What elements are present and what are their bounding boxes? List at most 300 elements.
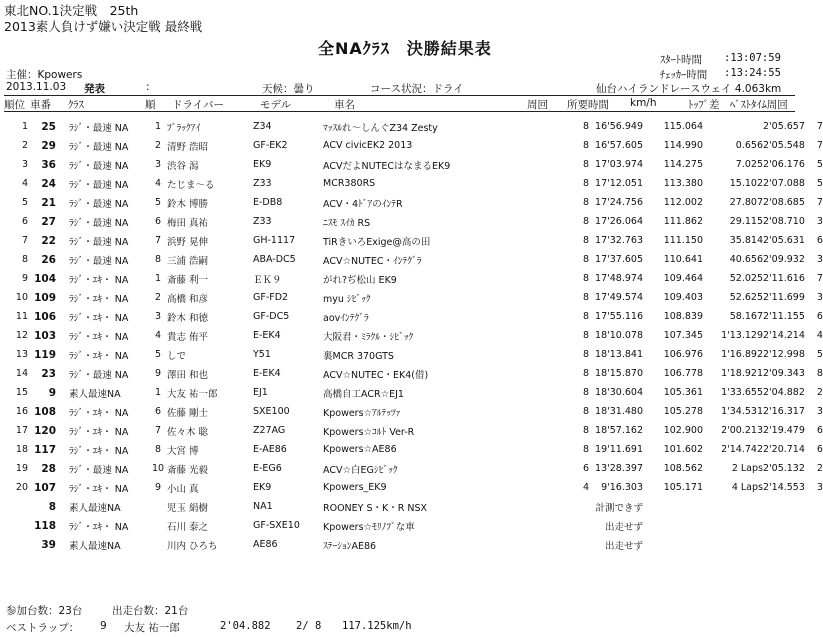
model-cell: EK9 bbox=[253, 159, 272, 170]
car-name-cell: ｽﾃｰｼｮﾝAE86 bbox=[323, 540, 377, 552]
car-name-cell: ﾏｯｽﾙれ～しんぐZ34 Zesty bbox=[323, 122, 438, 134]
order-cell bbox=[149, 497, 167, 516]
driver-cell: 清野 浩昭 bbox=[167, 141, 209, 153]
driver-cell: 鈴木 和徳 bbox=[167, 312, 209, 324]
speed-cell: 115.064 bbox=[663, 121, 703, 132]
spacer bbox=[56, 516, 69, 535]
start-time-label: ｽﾀｰﾄ時間 bbox=[660, 54, 702, 66]
spacer bbox=[511, 497, 525, 516]
spacer bbox=[511, 136, 525, 155]
car-no-cell: 25 bbox=[41, 120, 56, 133]
table-row bbox=[4, 269, 795, 288]
col-car-no: 車番 bbox=[30, 99, 51, 111]
order-cell: 3 bbox=[154, 159, 162, 170]
best-time-cell: 2'09.932 3 bbox=[763, 254, 823, 265]
speed-cell: 111.150 bbox=[663, 235, 703, 246]
organizer: 主催：Kpowers bbox=[6, 69, 83, 81]
col-order: 順 bbox=[145, 99, 156, 111]
car-name-cell: ACV・4ﾄﾞｱのｲﾝﾃR bbox=[323, 198, 403, 210]
best-lap-number: 5 bbox=[816, 159, 823, 170]
spacer bbox=[56, 250, 69, 269]
spacer bbox=[56, 174, 69, 193]
best-lap-number: 5 bbox=[816, 178, 823, 189]
spacer bbox=[56, 307, 69, 326]
car-no-cell: 118 bbox=[34, 519, 56, 532]
class-cell: ﾗｼﾞ・最速 NA bbox=[69, 122, 129, 134]
rank-cell: 17 bbox=[15, 425, 28, 436]
best-time-cell: 2'07.088 5 bbox=[763, 178, 823, 189]
col-laps: 周回 bbox=[527, 99, 548, 111]
speed-cell bbox=[643, 497, 703, 516]
driver-cell: 貴志 侑平 bbox=[167, 331, 209, 343]
best-time-cell: 2'04.882 2 bbox=[763, 387, 823, 398]
column-rule bbox=[4, 111, 795, 112]
best-lap-number: 6 bbox=[816, 444, 823, 455]
time-cell: 19'11.691 bbox=[595, 444, 643, 455]
spacer bbox=[56, 364, 69, 383]
best-lap-number: 6 bbox=[816, 425, 823, 436]
best-time-cell: 2'05.657 7 bbox=[763, 121, 823, 132]
order-cell: 5 bbox=[154, 197, 162, 208]
gap-cell: 4 Laps bbox=[731, 482, 763, 493]
time-cell: 17'48.974 bbox=[595, 273, 643, 284]
best-time-cell bbox=[763, 535, 795, 554]
rank-cell: 13 bbox=[15, 349, 28, 360]
best-time-cell: 2'06.176 5 bbox=[763, 159, 823, 170]
time-cell: 18'13.841 bbox=[595, 349, 643, 360]
model-cell: ABA-DC5 bbox=[253, 254, 296, 265]
car-name-cell: 裏MCR 370GTS bbox=[323, 350, 394, 362]
driver-cell: 大友 祐一郎 bbox=[167, 388, 218, 400]
speed-cell: 105.361 bbox=[663, 387, 703, 398]
best-time-cell: 2'11.155 6 bbox=[763, 311, 823, 322]
spacer bbox=[56, 288, 69, 307]
model-cell: Z33 bbox=[253, 178, 272, 189]
class-cell: ﾗｼﾞ・最速 NA bbox=[69, 464, 129, 476]
car-no-cell: 21 bbox=[41, 196, 56, 209]
laps-cell: 6 bbox=[582, 463, 589, 474]
car-name-cell: myu ｼﾋﾞｯｸ bbox=[323, 293, 371, 305]
car-name-cell: Kpowers_EK9 bbox=[323, 482, 387, 493]
spacer bbox=[56, 193, 69, 212]
gap-cell: 58.167 bbox=[729, 311, 763, 322]
spacer bbox=[56, 383, 69, 402]
table-row bbox=[4, 497, 795, 516]
rank-cell: 3 bbox=[21, 159, 28, 170]
order-cell bbox=[149, 516, 167, 535]
best-lap-car-no: 9 bbox=[100, 620, 107, 632]
table-row bbox=[4, 155, 795, 174]
driver-cell: 斎藤 光毅 bbox=[167, 464, 209, 476]
start-time: :13:07:59 bbox=[724, 52, 781, 64]
time-cell: 18'31.480 bbox=[595, 406, 643, 417]
class-cell: 素人最速NA bbox=[69, 388, 121, 400]
time-cell: 出走せず bbox=[604, 540, 643, 552]
best-time-cell: 2'05.631 6 bbox=[763, 235, 823, 246]
model-cell: GF-SXE10 bbox=[253, 520, 300, 531]
time-cell: 18'10.078 bbox=[595, 330, 643, 341]
order-cell: 9 bbox=[154, 482, 162, 493]
driver-cell: 渋谷 潟 bbox=[167, 160, 199, 172]
best-time-cell bbox=[763, 516, 795, 535]
model-cell: NA1 bbox=[253, 501, 273, 512]
car-no-cell: 109 bbox=[34, 291, 56, 304]
class-cell: ﾗｼﾞ・ｴｷ・ NA bbox=[69, 274, 129, 286]
announce-label: 発表 bbox=[84, 83, 105, 95]
spacer bbox=[511, 326, 525, 345]
order-cell: 5 bbox=[154, 349, 162, 360]
car-no-cell: 23 bbox=[41, 367, 56, 380]
best-lap-number: 3 bbox=[816, 482, 823, 493]
speed-cell: 105.278 bbox=[663, 406, 703, 417]
class-cell: ﾗｼﾞ・最速 NA bbox=[69, 160, 129, 172]
laps-cell: 8 bbox=[582, 292, 589, 303]
car-no-cell: 8 bbox=[48, 500, 56, 513]
spacer bbox=[56, 155, 69, 174]
rank-cell: 1 bbox=[21, 121, 28, 132]
table-row bbox=[4, 402, 795, 421]
best-time-cell: 2'16.317 3 bbox=[763, 406, 823, 417]
driver-cell: 石川 泰之 bbox=[167, 521, 209, 533]
best-lap-number: 7 bbox=[816, 140, 823, 151]
weather: 天候：曇り bbox=[262, 83, 315, 95]
car-name-cell: Kpowers☆ﾓﾘﾉﾌﾞな車 bbox=[323, 521, 415, 533]
car-name-cell: 高橋自工ACR☆EJ1 bbox=[323, 388, 404, 400]
class-cell: ﾗｼﾞ・ｴｷ・ NA bbox=[69, 407, 129, 419]
speed-cell bbox=[643, 516, 703, 535]
rank-cell: 12 bbox=[15, 330, 28, 341]
spacer bbox=[56, 497, 69, 516]
table-row bbox=[4, 364, 795, 383]
course-condition: コース状況：ドライ bbox=[370, 83, 464, 95]
car-no-cell: 29 bbox=[41, 139, 56, 152]
spacer bbox=[511, 440, 525, 459]
col-time: 所要時間 bbox=[567, 99, 609, 111]
speed-cell bbox=[643, 535, 703, 554]
gap-cell: 35.814 bbox=[729, 235, 763, 246]
speed-cell: 102.900 bbox=[663, 425, 703, 436]
checker-time: :13:24:55 bbox=[724, 67, 781, 79]
best-time-cell: 2'20.714 6 bbox=[763, 444, 823, 455]
class-cell: 素人最速NA bbox=[69, 540, 121, 552]
speed-cell: 107.345 bbox=[663, 330, 703, 341]
car-no-cell: 106 bbox=[34, 310, 56, 323]
speed-cell: 110.641 bbox=[663, 254, 703, 265]
spacer bbox=[511, 402, 525, 421]
car-no-cell: 36 bbox=[41, 158, 56, 171]
spacer bbox=[56, 440, 69, 459]
col-driver: ドライバー bbox=[172, 99, 224, 111]
speed-cell: 109.464 bbox=[663, 273, 703, 284]
gap-cell: 1'18.921 bbox=[721, 368, 763, 379]
gap-cell: 40.656 bbox=[729, 254, 763, 265]
speed-cell: 106.778 bbox=[663, 368, 703, 379]
speed-cell: 114.990 bbox=[663, 140, 703, 151]
model-cell: Z34 bbox=[253, 121, 272, 132]
laps-cell: 4 bbox=[582, 482, 589, 493]
best-lap-number: 3 bbox=[816, 292, 823, 303]
driver-cell: 児玉 絹樹 bbox=[167, 502, 209, 514]
spacer bbox=[56, 269, 69, 288]
car-no-cell: 28 bbox=[41, 462, 56, 475]
table-row bbox=[4, 478, 795, 497]
laps-cell: 8 bbox=[582, 444, 589, 455]
car-no-cell: 120 bbox=[34, 424, 56, 437]
class-cell: ﾗｼﾞ・最速 NA bbox=[69, 198, 129, 210]
car-no-cell: 27 bbox=[41, 215, 56, 228]
gap-cell: 27.807 bbox=[729, 197, 763, 208]
time-cell: 17'55.116 bbox=[595, 311, 643, 322]
driver-cell: 高橋 和彦 bbox=[167, 293, 209, 305]
spacer bbox=[56, 478, 69, 497]
speed-cell: 106.976 bbox=[663, 349, 703, 360]
class-cell: ﾗｼﾞ・ｴｷ・ NA bbox=[69, 445, 129, 457]
model-cell: E-DB8 bbox=[253, 197, 283, 208]
col-speed: km/h bbox=[630, 97, 657, 109]
spacer bbox=[511, 117, 525, 136]
driver-cell: 斎藤 利一 bbox=[167, 274, 209, 286]
car-no-cell: 117 bbox=[34, 443, 56, 456]
gap-cell: 1'16.892 bbox=[721, 349, 763, 360]
spacer bbox=[511, 345, 525, 364]
order-cell: 10 bbox=[151, 463, 165, 474]
table-row bbox=[4, 212, 795, 231]
spacer bbox=[56, 326, 69, 345]
table-row bbox=[4, 174, 795, 193]
model-cell: EJ1 bbox=[253, 387, 268, 398]
model-cell: GF-FD2 bbox=[253, 292, 289, 303]
best-time-cell: 2'08.710 3 bbox=[763, 216, 823, 227]
gap-cell: 2'14.742 bbox=[721, 444, 763, 455]
laps-cell: 8 bbox=[582, 387, 589, 398]
rank-cell bbox=[4, 516, 28, 535]
class-cell: ﾗｼﾞ・ｴｷ・ NA bbox=[69, 331, 129, 343]
rank-cell: 15 bbox=[15, 387, 28, 398]
best-time-cell: 2'05.132 2 bbox=[763, 463, 823, 474]
table-row bbox=[4, 307, 795, 326]
best-lap-label: ベストラップ： bbox=[6, 622, 80, 634]
driver-cell: 大宮 博 bbox=[167, 445, 199, 457]
checker-time-label: ﾁｪｯｶｰ時間 bbox=[660, 69, 708, 81]
car-no-cell: 119 bbox=[34, 348, 56, 361]
results-table bbox=[4, 117, 823, 554]
driver-cell: 佐藤 剛士 bbox=[167, 407, 209, 419]
spacer bbox=[511, 250, 525, 269]
speed-cell: 113.380 bbox=[663, 178, 703, 189]
gap-cell bbox=[703, 516, 763, 535]
spacer bbox=[511, 364, 525, 383]
header-rule bbox=[4, 95, 795, 96]
table-row bbox=[4, 459, 795, 478]
rank-cell: 18 bbox=[15, 444, 28, 455]
order-cell: 1 bbox=[154, 121, 162, 132]
order-cell bbox=[149, 535, 167, 554]
laps-cell: 8 bbox=[582, 273, 589, 284]
best-time-cell: 2'12.998 5 bbox=[763, 349, 823, 360]
car-no-cell: 9 bbox=[48, 386, 56, 399]
time-cell: 18'15.870 bbox=[595, 368, 643, 379]
gap-cell: 1'33.655 bbox=[721, 387, 763, 398]
car-name-cell: がれ?ぢ松山 EK9 bbox=[323, 274, 397, 286]
best-lap-number: 8 bbox=[816, 368, 823, 379]
best-lap-time: 2'04.882 bbox=[220, 620, 271, 632]
spacer bbox=[511, 193, 525, 212]
best-time-cell: 2'19.479 6 bbox=[763, 425, 823, 436]
car-no-cell: 24 bbox=[41, 177, 56, 190]
best-time-cell: 2'09.343 8 bbox=[763, 368, 823, 379]
time-cell: 出走せず bbox=[604, 521, 643, 533]
rank-cell: 7 bbox=[21, 235, 28, 246]
order-cell: 2 bbox=[154, 292, 162, 303]
class-cell: ﾗｼﾞ・最速 NA bbox=[69, 217, 129, 229]
col-class: ｸﾗｽ bbox=[68, 99, 84, 111]
gap-cell bbox=[703, 535, 763, 554]
time-cell: 16'57.605 bbox=[595, 140, 643, 151]
laps-cell: 8 bbox=[582, 216, 589, 227]
laps-cell bbox=[525, 535, 589, 554]
table-row bbox=[4, 193, 795, 212]
driver-cell: 三浦 浩嗣 bbox=[167, 255, 209, 267]
rank-cell: 5 bbox=[21, 197, 28, 208]
laps-cell: 8 bbox=[582, 406, 589, 417]
time-cell: 17'26.064 bbox=[595, 216, 643, 227]
time-cell: 17'03.974 bbox=[595, 159, 643, 170]
best-time-cell: 2'05.548 7 bbox=[763, 140, 823, 151]
order-cell: 7 bbox=[154, 425, 162, 436]
table-row bbox=[4, 345, 795, 364]
model-cell: GH-1117 bbox=[253, 235, 296, 246]
best-lap-number: 3 bbox=[816, 406, 823, 417]
col-car-name: 車名 bbox=[334, 99, 355, 111]
order-cell: 1 bbox=[154, 273, 162, 284]
gap-cell bbox=[703, 117, 763, 136]
class-cell: ﾗｼﾞ・最速 NA bbox=[69, 141, 129, 153]
rank-cell: 4 bbox=[21, 178, 28, 189]
car-name-cell: ACV☆NUTEC・EK4(借) bbox=[323, 369, 429, 381]
model-cell: E-EG6 bbox=[253, 463, 282, 474]
spacer bbox=[511, 307, 525, 326]
best-lap-number: 3 bbox=[816, 216, 823, 227]
gap-cell: 2'00.213 bbox=[721, 425, 763, 436]
order-cell: 6 bbox=[154, 216, 162, 227]
gap-cell: 15.102 bbox=[729, 178, 763, 189]
speed-cell: 114.275 bbox=[663, 159, 703, 170]
order-cell: 4 bbox=[154, 178, 162, 189]
model-cell: Z27AG bbox=[253, 425, 286, 436]
car-no-cell: 26 bbox=[41, 253, 56, 266]
rank-cell: 19 bbox=[15, 463, 28, 474]
spacer bbox=[56, 402, 69, 421]
car-no-cell: 103 bbox=[34, 329, 56, 342]
speed-cell: 101.602 bbox=[663, 444, 703, 455]
table-row bbox=[4, 250, 795, 269]
time-cell: 16'56.949 bbox=[595, 121, 643, 132]
spacer bbox=[511, 231, 525, 250]
spacer bbox=[511, 535, 525, 554]
best-lap-speed: 117.125km/h bbox=[342, 620, 412, 632]
page-title: 全NAｸﾗｽ 決勝結果表 bbox=[318, 39, 492, 58]
driver-cell: 鈴木 博勝 bbox=[167, 198, 209, 210]
table-row bbox=[4, 136, 795, 155]
speed-cell: 109.403 bbox=[663, 292, 703, 303]
car-name-cell: ROONEY S・K・R NSX bbox=[323, 502, 428, 514]
class-cell: ﾗｼﾞ・ｴｷ・ NA bbox=[69, 483, 129, 495]
gap-cell: 2 Laps bbox=[731, 463, 763, 474]
event-subtitle: 2013素人負けず嫌い決定戦 最終戦 bbox=[4, 19, 203, 34]
laps-cell: 8 bbox=[582, 197, 589, 208]
gap-cell bbox=[703, 497, 763, 516]
car-name-cell: 大阪君・ﾐﾗｸﾙ・ｼﾋﾞｯｸ bbox=[323, 331, 414, 343]
col-rank: 順位 bbox=[4, 99, 25, 111]
best-lap-number: 2 bbox=[816, 387, 823, 398]
order-cell: 3 bbox=[154, 311, 162, 322]
car-name-cell: aovｲﾝﾃｸﾞﾗ bbox=[323, 312, 369, 324]
table-row bbox=[4, 383, 795, 402]
driver-cell: 佐々木 聡 bbox=[167, 426, 209, 438]
driver-cell: ﾌﾞﾗｯｸｱｲ bbox=[167, 122, 201, 134]
table-row bbox=[4, 117, 795, 136]
model-cell: Z33 bbox=[253, 216, 272, 227]
spacer bbox=[56, 231, 69, 250]
rank-cell: 9 bbox=[21, 273, 28, 284]
laps-cell: 8 bbox=[582, 349, 589, 360]
order-cell: 6 bbox=[154, 406, 162, 417]
time-cell: 計測できず bbox=[595, 502, 643, 514]
rank-cell: 8 bbox=[21, 254, 28, 265]
laps-cell: 8 bbox=[582, 159, 589, 170]
rank-cell: 6 bbox=[21, 216, 28, 227]
best-time-cell: 2'08.685 7 bbox=[763, 197, 823, 208]
spacer bbox=[511, 421, 525, 440]
speed-cell: 108.839 bbox=[663, 311, 703, 322]
spacer bbox=[56, 136, 69, 155]
class-cell: ﾗｼﾞ・最速 NA bbox=[69, 369, 129, 381]
spacer bbox=[511, 478, 525, 497]
gap-cell: 1'34.531 bbox=[721, 406, 763, 417]
class-cell: 素人最速NA bbox=[69, 502, 121, 514]
time-cell: 17'32.763 bbox=[595, 235, 643, 246]
best-lap-number: 3 bbox=[816, 254, 823, 265]
laps-cell: 8 bbox=[582, 235, 589, 246]
best-lap-number: 2 bbox=[816, 463, 823, 474]
car-name-cell: ACVだよNUTECはなまるEK9 bbox=[323, 160, 451, 172]
rank-cell: 20 bbox=[15, 482, 28, 493]
class-cell: ﾗｼﾞ・ｴｷ・ NA bbox=[69, 521, 129, 533]
laps-cell: 8 bbox=[582, 140, 589, 151]
starter-count: 出走台数：21台 bbox=[112, 605, 189, 617]
driver-cell: しで bbox=[167, 350, 187, 362]
spacer bbox=[511, 212, 525, 231]
best-time-cell bbox=[763, 497, 795, 516]
laps-cell: 8 bbox=[582, 121, 589, 132]
car-name-cell: ACV☆NUTEC・ｲﾝﾃｸﾞﾗ bbox=[323, 255, 422, 267]
spacer bbox=[56, 345, 69, 364]
order-cell: 8 bbox=[154, 444, 162, 455]
model-cell: SXE100 bbox=[253, 406, 290, 417]
speed-cell: 105.171 bbox=[663, 482, 703, 493]
driver-cell: たじま～る bbox=[167, 179, 215, 191]
model-cell: Y51 bbox=[253, 349, 271, 360]
rank-cell: 11 bbox=[15, 311, 28, 322]
best-lap-number: 4 bbox=[816, 330, 823, 341]
driver-cell: 川内 ひろち bbox=[167, 540, 218, 552]
best-lap-driver: 大友 祐一郎 bbox=[124, 622, 180, 634]
order-cell: 4 bbox=[154, 330, 162, 341]
car-name-cell: Kpowers☆ｺﾙﾄ Ver-R bbox=[323, 426, 415, 438]
car-no-cell: 104 bbox=[34, 272, 56, 285]
col-best: ﾍﾞｽﾄﾀｲﾑ周回 bbox=[730, 99, 788, 111]
spacer bbox=[56, 117, 69, 136]
